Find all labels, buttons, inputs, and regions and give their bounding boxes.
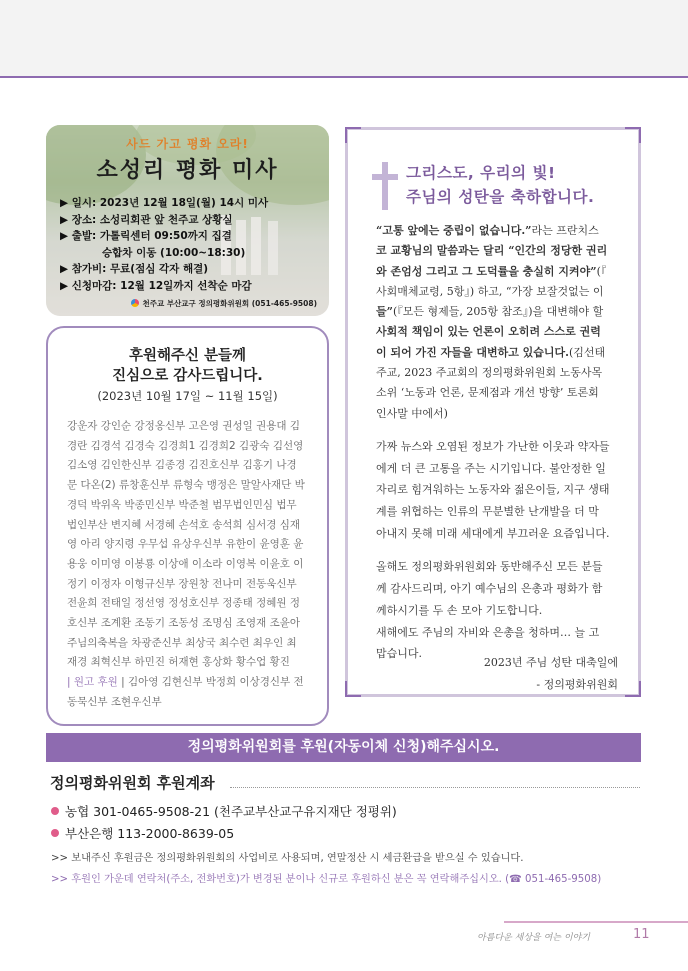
text-line: 올해도 정의평화위원회와 동반해주신 모든 분들	[376, 560, 603, 574]
thanks-title-line1: 후원해주신 분들께	[128, 348, 247, 364]
dotted-leader	[230, 787, 640, 788]
donor-line: 영 아리 양지령 우무섭 유상우신부 유한이 윤영훈 윤	[67, 538, 304, 551]
text-line: 께하시기를 두 손 모아 기도합니다.	[376, 603, 543, 617]
donor-line: 전윤희 전태일 정선영 정성호신부 정종태 정혜원 정	[67, 597, 301, 610]
text-line: 소위 ‘노동과 언론, 문제점과 개선 방향’ 토론회	[376, 386, 599, 400]
banner-title: 소성리 평화 미사	[96, 157, 279, 183]
corner-ornament	[345, 681, 361, 697]
donor-line: 호신부 조계환 조동기 조동성 조명심 조영재 조윤아	[67, 617, 301, 630]
text-line: 새해에도 주님의 자비와 은총을 청하며… 늘 고	[376, 625, 600, 639]
top-band	[0, 0, 688, 76]
top-divider	[0, 76, 688, 78]
text-line: 주교, 2023 주교회의 정의평화위원회 노동사목	[376, 366, 603, 380]
bullet-icon	[51, 807, 59, 815]
event-deadline: ▶ 신청마감: 12월 12일까지 선착순 마감	[60, 279, 252, 292]
message-signer: - 정의평화위원회	[536, 678, 618, 691]
text-line: 들”(『모든 형제들, 205항 참조』)을 대변해야 할	[376, 305, 604, 319]
footer-rule	[504, 921, 688, 923]
text-line: 가짜 뉴스와 오염된 정보가 가난한 이웃과 약자들	[376, 439, 610, 453]
contact-note: >> 후원인 가운데 연락처(주소, 전화번호)가 변경된 분이나 신규로 후원하신 분은 꼭 연락해주십시오. (☎ 051-465-9508)	[51, 874, 602, 885]
event-date: ▶ 일시: 2023년 12월 18일(월) 14시 미사	[60, 197, 269, 209]
donor-line: 재경 최혁신부 하민진 허재현 홍상화 황수업 황진	[67, 656, 290, 669]
text-line: 께 감사드리며, 아기 예수님의 은총과 평화가 함	[376, 582, 603, 596]
christmas-body	[376, 221, 631, 665]
event-fee: ▶ 참가비: 무료(점심 각자 해결)	[60, 263, 209, 275]
donor-line: 강운자 강인순 강정옹신부 고은영 권성일 권용대 김	[67, 420, 301, 432]
text-line: 사회매체교령, 5항』) 하고, “가장 보잘것없는 이	[376, 284, 604, 298]
event-shuttle: 승합차 이동 (10:00~18:30)	[102, 246, 246, 259]
text-line: 사회적 책임이 있는 언론이 오히려 스스로 권력	[376, 325, 601, 339]
text-line: 이 되어 가진 자들을 대변하고 있습니다.(김선태	[376, 345, 606, 359]
text-line: 코 교황님의 말씀과는 달리 “인간의 정당한 권리	[376, 244, 608, 258]
donor-line: 주님의축복을 차광준신부 최상국 최수련 최우인 최	[67, 636, 297, 649]
corner-ornament	[625, 127, 641, 143]
donor-line: 동묵신부 조현우신부	[67, 695, 162, 708]
message-paragraph-2	[376, 436, 631, 545]
peace-mass-banner	[46, 125, 329, 316]
manuscript-sponsor-line	[67, 673, 313, 693]
donor-line: 법인부산 변지혜 서경혜 손석호 송석희 심서경 심재	[67, 518, 301, 531]
text-line: 에게 더 큰 고통을 주는 시기입니다. 불안정한 일	[376, 461, 606, 475]
event-departure: ▶ 출발: 가톨릭센터 09:50까지 집결	[60, 230, 232, 242]
thanks-title-line2: 진심으로 감사드립니다.	[112, 368, 263, 384]
donor-thanks-box	[46, 326, 329, 726]
page-number: 11	[633, 927, 650, 942]
text-line: “고통 앞에는 중립이 없습니다.”라는 프란치스	[376, 224, 599, 237]
event-details	[60, 195, 268, 294]
thanks-period: (2023년 10월 17일 ~ 11월 15일)	[97, 389, 278, 403]
account-title: 정의평화위원회 후원계좌	[50, 772, 221, 793]
manuscript-sponsor-label: 원고 후원	[73, 676, 118, 689]
account-busan-bank: 부산은행 113-2000-8639-05	[51, 824, 234, 842]
message-paragraph-1	[376, 221, 631, 424]
corner-ornament	[345, 127, 361, 143]
manuscript-sponsors: | 김아영 김현신부 박정희 이상경신부 전	[117, 676, 304, 689]
message-signature	[484, 652, 618, 696]
text-line: 와 존엄성 그리고 그 도덕률을 충실히 지켜야”(『	[376, 264, 607, 278]
donor-line: 경덕 박위옥 박종민신부 박준철 범무법인민심 법무	[67, 498, 297, 511]
text-line: 아내지 못해 미래 세대에게 부끄러운 요즘입니다.	[376, 526, 610, 540]
diocese-logo-icon	[131, 299, 139, 307]
donor-line: 문 다온(2) 류창훈신부 류형숙 맹정은 말알사재단 박	[67, 479, 305, 492]
donor-names	[67, 417, 313, 713]
donor-line: 경란 김경석 김경숙 김경희1 김경희2 김광숙 김선영	[67, 439, 304, 452]
donor-line: 용웅 이미영 이봉룡 이상애 이소라 이영복 이윤호 이	[67, 557, 304, 570]
account-nonghyup: 농협 301-0465-9508-21 (천주교부산교구유지재단 정평위)	[51, 802, 397, 820]
sponsor-bar: |	[67, 676, 71, 689]
message-paragraph-3	[376, 556, 631, 665]
cross-icon	[372, 162, 398, 210]
christmas-heading: 그리스도, 우리의 빛! 주님의 성탄을 축하합니다.	[406, 164, 595, 206]
donor-line: 김소영 김인한신부 김종경 김진호신부 김홍기 나경	[67, 459, 297, 472]
banner-subtitle: 사드 가고 평화 오라!	[126, 137, 249, 151]
footer-title: 아름다운 세상을 여는 이야기	[477, 933, 590, 943]
text-line: 인사말 中에서)	[376, 406, 448, 420]
tax-note: >> 보내주신 후원금은 정의평화위원회의 사업비로 사용되며, 연말정산 시 세금환급을 받으실 수 있습니다.	[51, 853, 524, 864]
corner-ornament	[625, 681, 641, 697]
bullet-icon	[51, 829, 59, 837]
event-place: ▶ 장소: 소성리회관 앞 천주교 상황실	[60, 213, 233, 226]
message-date: 2023년 주님 성탄 대축일에	[483, 656, 618, 669]
text-line: 계를 위협하는 인류의 무분별한 난개발을 더 막	[376, 505, 599, 519]
donor-line: 정기 이정자 이형규신부 장원창 전나미 전동욱신부	[67, 577, 297, 590]
banner-organizer: 천주교 부산교구 정의평화위원회 (051-465-9508)	[131, 298, 317, 309]
support-banner: 정의평화위원회를 후원(자동이체 신청)해주십시오.	[46, 733, 641, 762]
text-line: 자리로 힘겨워하는 노동자와 젊은이들, 지구 생태	[376, 483, 610, 497]
christmas-message-box	[345, 127, 641, 697]
text-line: 맙습니다.	[376, 647, 423, 661]
